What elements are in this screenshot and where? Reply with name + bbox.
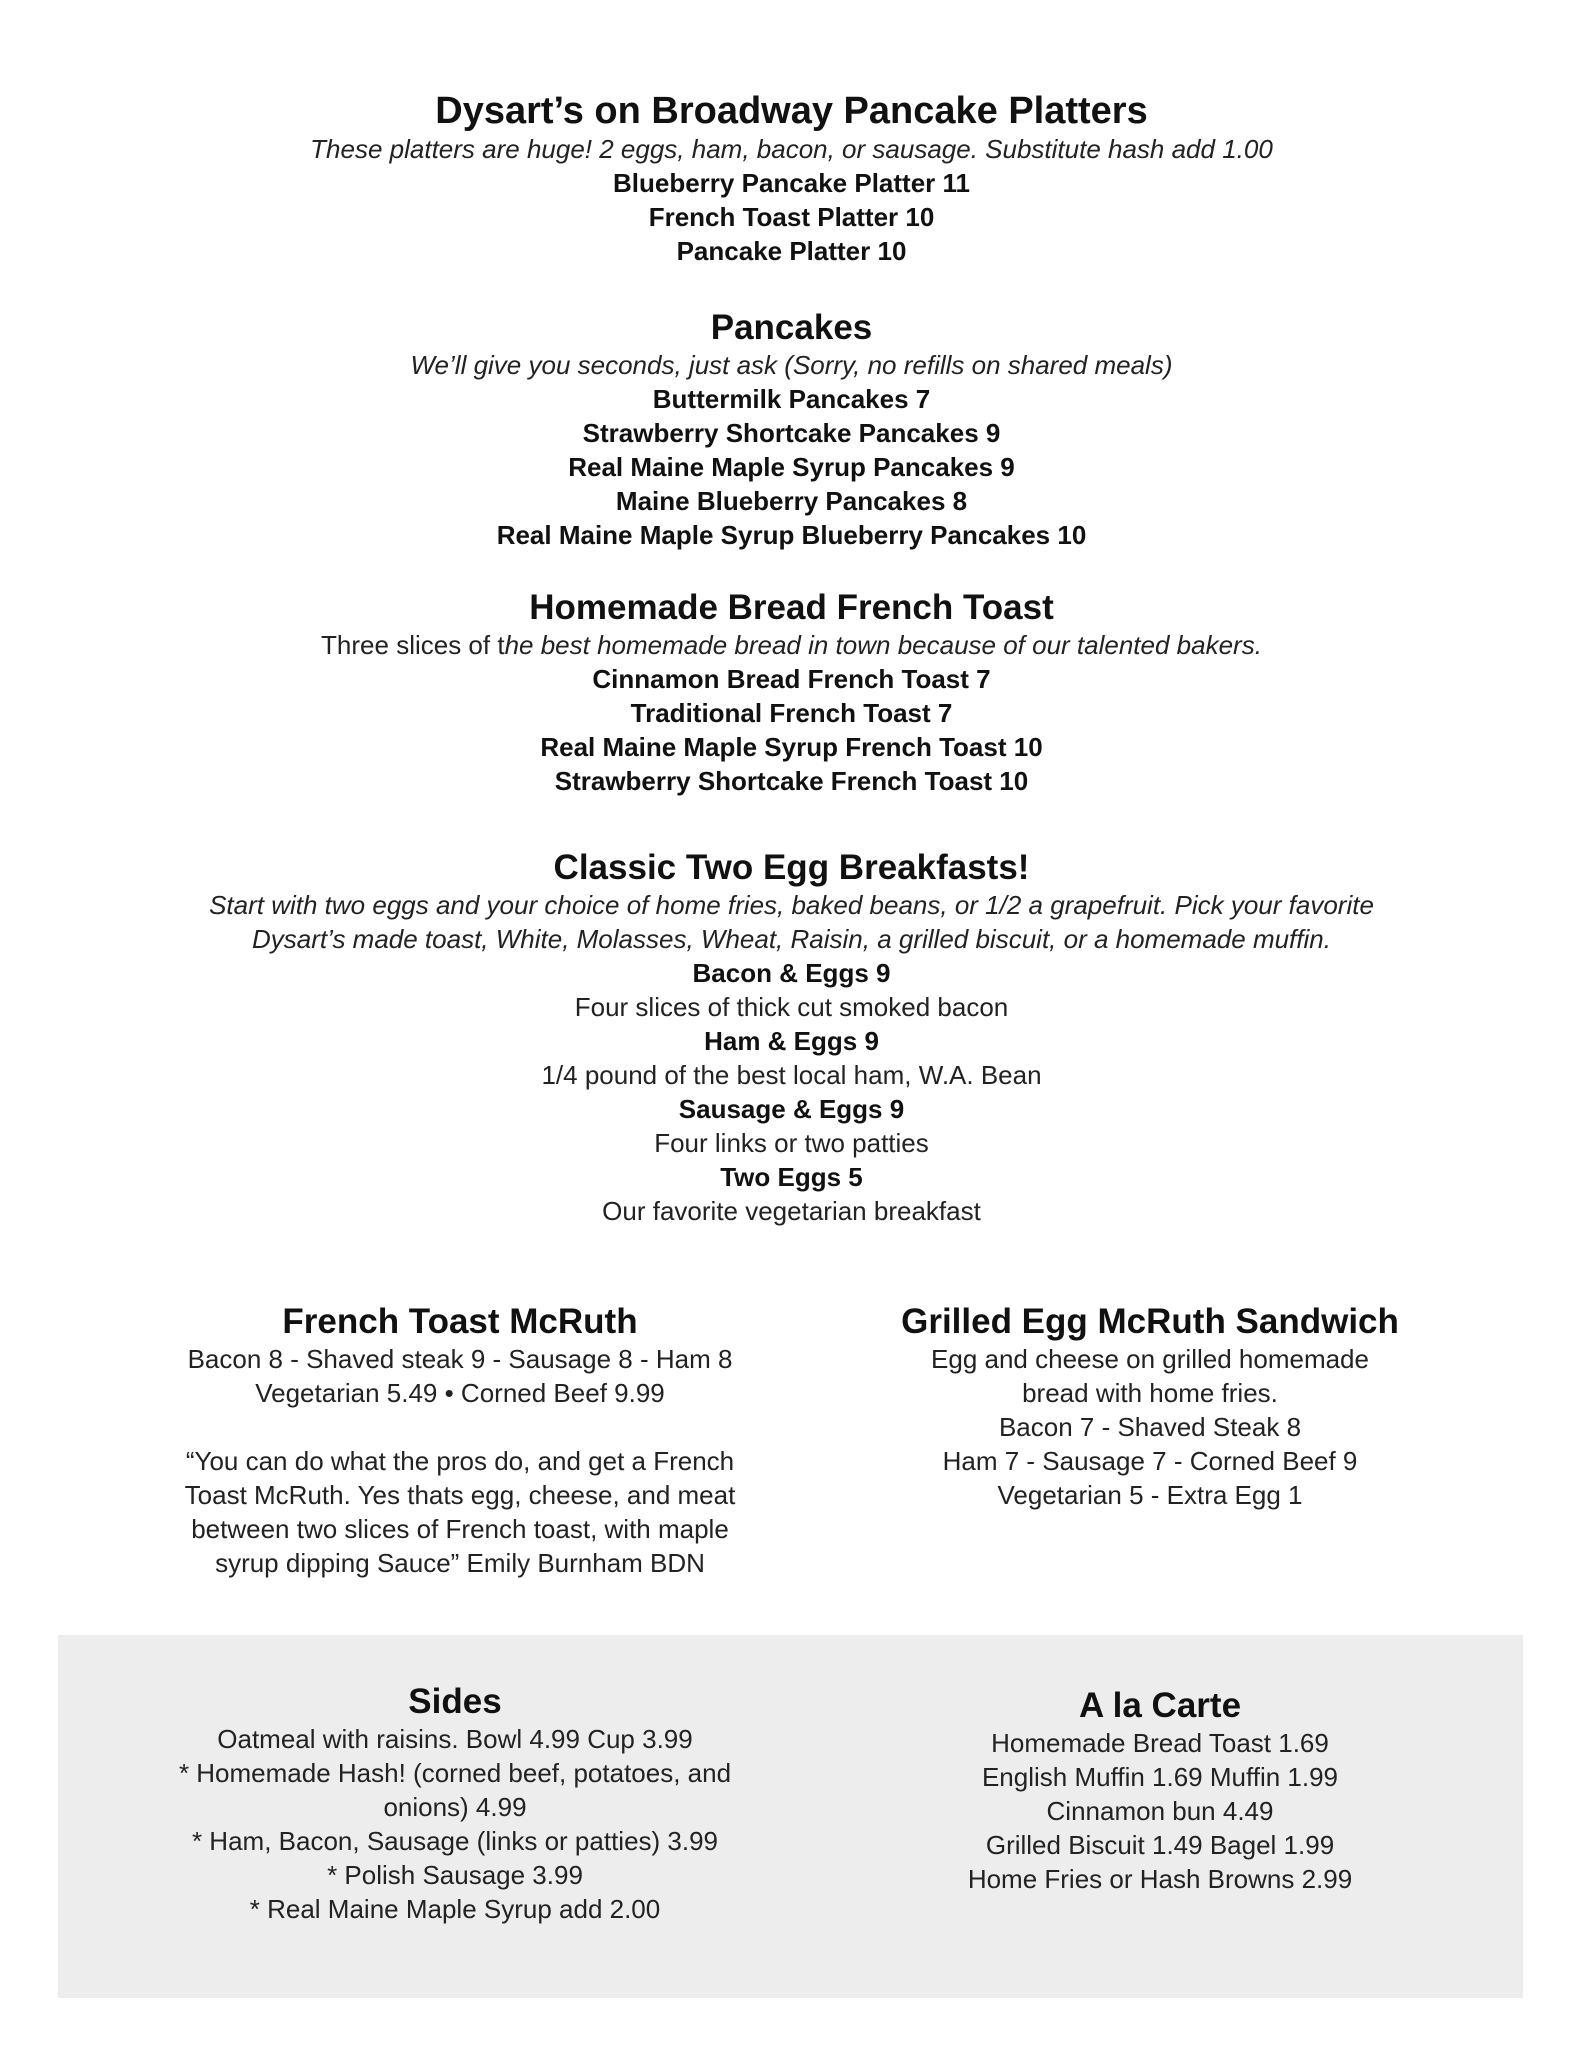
french-toast-intro — [0, 628, 1583, 662]
menu-item: Blueberry Pancake Platter 11 — [613, 168, 970, 198]
menu-item: Strawberry Shortcake French Toast 10 — [554, 766, 1029, 796]
menu-item: Traditional French Toast 7 — [630, 698, 953, 728]
menu-item: Sausage & Eggs 9 — [678, 1094, 905, 1124]
side-item: * Homemade Hash! (corned beef, potatoes, and — [178, 1758, 732, 1788]
pancakes-section — [0, 308, 1583, 552]
french-toast-title: Homemade Bread French Toast — [529, 588, 1054, 627]
two-egg-intro-line: Dysart’s made toast, White, Molasses, Wheat, Raisin, a grilled biscuit, or a homemade muffin. — [252, 924, 1331, 954]
menu-item: Two Eggs 5 — [720, 1162, 863, 1192]
a-la-carte-title: A la Carte — [1078, 1686, 1242, 1725]
mcruth-line: Vegetarian 5.49 • Corned Beef 9.99 — [255, 1378, 665, 1408]
egg-mcruth-line: Egg and cheese on grilled homemade — [931, 1344, 1369, 1374]
french-toast-section — [0, 588, 1583, 798]
menu-item: Pancake Platter 10 — [676, 236, 907, 266]
egg-mcruth-line: Vegetarian 5 - Extra Egg 1 — [997, 1480, 1303, 1510]
sides-title: Sides — [408, 1682, 502, 1721]
menu-item: Real Maine Maple Syrup Pancakes 9 — [568, 452, 1015, 482]
side-item: * Real Maine Maple Syrup add 2.00 — [249, 1894, 661, 1924]
two-egg-intro-line: Start with two eggs and your choice of home fries, baked beans, or 1/2 a grapefruit. Pick your favorite — [209, 890, 1374, 920]
menu-item: French Toast Platter 10 — [648, 202, 935, 232]
mcruth-quote-line: “You can do what the pros do, and get a French — [185, 1446, 735, 1476]
egg-mcruth-line: bread with home fries. — [1022, 1378, 1278, 1408]
platters-title: Dysart’s on Broadway Pancake Platters — [435, 90, 1148, 132]
side-item: Oatmeal with raisins. Bowl 4.99 Cup 3.99 — [217, 1724, 693, 1754]
menu-item: Real Maine Maple Syrup Blueberry Pancakes 10 — [496, 520, 1087, 550]
menu-item: Maine Blueberry Pancakes 8 — [615, 486, 968, 516]
a-la-carte-item: Cinnamon bun 4.49 — [1046, 1796, 1274, 1826]
side-item: * Ham, Bacon, Sausage (links or patties) 3.99 — [191, 1826, 719, 1856]
egg-mcruth-title: Grilled Egg McRuth Sandwich — [901, 1302, 1399, 1341]
menu-item-desc: Our favorite vegetarian breakfast — [602, 1196, 981, 1226]
egg-mcruth-line: Ham 7 - Sausage 7 - Corned Beef 9 — [942, 1446, 1358, 1476]
menu-item-desc: 1/4 pound of the best local ham, W.A. Bean — [541, 1060, 1042, 1090]
a-la-carte-item: Grilled Biscuit 1.49 Bagel 1.99 — [985, 1830, 1335, 1860]
side-item: onions) 4.99 — [383, 1792, 527, 1822]
two-egg-section — [0, 848, 1583, 1228]
a-la-carte-item: Homemade Bread Toast 1.69 — [991, 1728, 1329, 1758]
menu-item: Real Maine Maple Syrup French Toast 10 — [540, 732, 1043, 762]
mcruth-title: French Toast McRuth — [282, 1302, 638, 1341]
egg-mcruth-section — [850, 1302, 1450, 1512]
menu-item-desc: Four slices of thick cut smoked bacon — [574, 992, 1009, 1022]
menu-item: Cinnamon Bread French Toast 7 — [592, 664, 991, 694]
platters-intro: These platters are huge! 2 eggs, ham, bacon, or sausage. Substitute hash add 1.00 — [310, 134, 1273, 164]
french-toast-intro-italic: he best homemade bread in town because of our talented bakers. — [504, 630, 1262, 660]
mcruth-quote-line: between two slices of French toast, with maple — [191, 1514, 729, 1544]
sides-section — [130, 1682, 780, 1926]
french-toast-intro-plain: Three slices of t — [321, 630, 505, 660]
a-la-carte-item: English Muffin 1.69 Muffin 1.99 — [981, 1762, 1339, 1792]
egg-mcruth-line: Bacon 7 - Shaved Steak 8 — [998, 1412, 1302, 1442]
mcruth-quote-line: syrup dipping Sauce” Emily Burnham BDN — [215, 1548, 705, 1578]
a-la-carte-section — [860, 1686, 1460, 1896]
mcruth-section — [140, 1302, 780, 1580]
menu-item-desc: Four links or two patties — [654, 1128, 929, 1158]
pancakes-intro: We’ll give you seconds, just ask (Sorry, no refills on shared meals) — [410, 350, 1173, 380]
pancakes-title: Pancakes — [710, 308, 873, 347]
platters-section — [0, 90, 1583, 268]
two-egg-title: Classic Two Egg Breakfasts! — [553, 848, 1030, 887]
menu-item: Buttermilk Pancakes 7 — [652, 384, 931, 414]
menu-item: Ham & Eggs 9 — [704, 1026, 879, 1056]
a-la-carte-item: Home Fries or Hash Browns 2.99 — [967, 1864, 1353, 1894]
menu-item: Strawberry Shortcake Pancakes 9 — [582, 418, 1001, 448]
side-item: * Polish Sausage 3.99 — [327, 1860, 583, 1890]
mcruth-quote-line: Toast McRuth. Yes thats egg, cheese, and meat — [184, 1480, 736, 1510]
mcruth-line: Bacon 8 - Shaved steak 9 - Sausage 8 - Ham 8 — [187, 1344, 733, 1374]
menu-item: Bacon & Eggs 9 — [692, 958, 891, 988]
